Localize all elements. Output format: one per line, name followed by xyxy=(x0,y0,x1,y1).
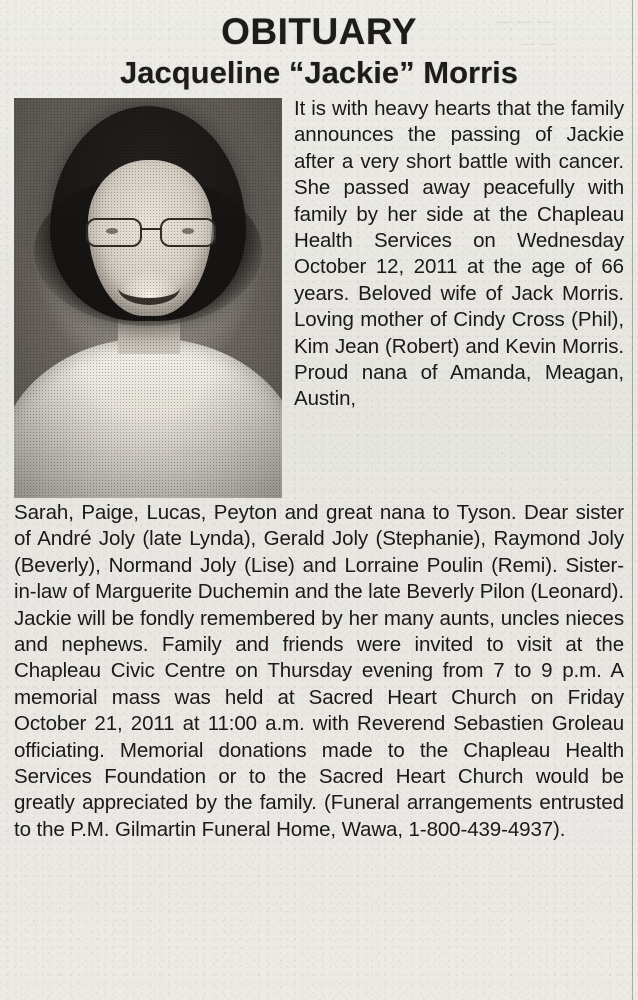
obituary-paragraph-first: It is with heavy hearts that the family announces the passing of Jackie after a very short battle with cancer. She passed away peacefully with family by her side at the Chapleau Health Services on Wednesday October 12, 2011 at the age of 66 years. Beloved wife of Jack Morris. Loving mother of Cindy Cross (Phil), Kim Jean (Robert) and Kevin Morris. Proud nana of Amanda, Meagan, Austin, xyxy=(294,97,624,411)
portrait-photo xyxy=(14,98,282,498)
bleed-through-text-top-1: — — — xyxy=(496,14,554,30)
bleed-through-text-top-2: — — xyxy=(520,36,557,52)
obituary-body xyxy=(14,96,624,843)
deceased-name: Jacqueline “Jackie” Morris xyxy=(119,55,519,90)
obituary-heading: OBITUARY xyxy=(221,11,417,52)
obituary-paragraph-second: Sarah, Paige, Lucas, Peyton and great nana to Tyson. Dear sister of André Joly (late Lynda), Gerald Joly (Stephanie), Raymond Joly (Beverly), Normand Joly (Lise) and Lorraine Poulin (Remi). Sister-in-law of Marguerite Duchemin and the late Beverly Pilon (Leonard). Jackie will be fondly remembered by her many aunts, uncles nieces and nephews. Family and friends were invited to visit at the Chapleau Civic Centre on Thursday evening from 7 to 9 p.m. A memorial mass was held at Sacred Heart Church on Friday October 21, 2011 at 11:00 a.m. with Reverend Sebastien Groleau officiating. Memorial donations made to the Chapleau Health Services Foundation or to the Sacred Heart Church would be greatly appreciated by the family. (Funeral arrangements entrusted to the P.M. Gilmartin Funeral Home, Wawa, 1-800-439-4937). xyxy=(14,501,624,841)
photo-vignette xyxy=(14,98,282,498)
